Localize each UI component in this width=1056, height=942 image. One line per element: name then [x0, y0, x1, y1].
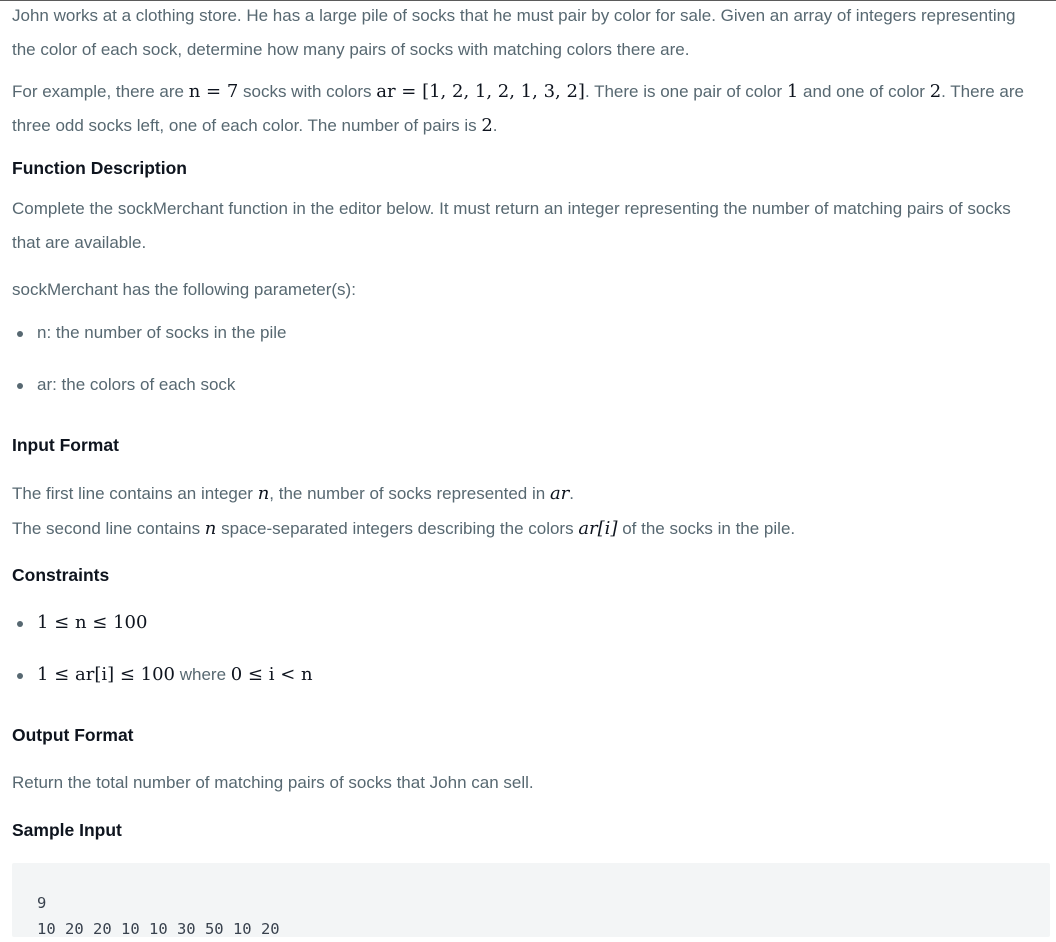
constraint-math: 1 ≤ ar[i] ≤ 100 — [37, 664, 175, 685]
input-format-line-2 — [12, 511, 1042, 546]
example-math-pairs: 2 — [481, 115, 493, 136]
input-line1-text-3: . — [569, 484, 575, 503]
input-line1-math-ar: ar — [549, 483, 570, 504]
example-text-6: . — [492, 116, 498, 135]
example-math-color2: 2 — [929, 81, 942, 102]
parameter-label: ar: the colors of each sock — [37, 375, 236, 394]
input-line2-text-1: The second line contains — [12, 519, 205, 538]
function-description-text: Complete the sockMerchant function in the editor below. It must return an integer representing the number of matching pairs of socks that are available. — [12, 199, 1011, 252]
example-paragraph — [12, 75, 1042, 143]
input-format-line-1 — [12, 476, 1042, 511]
input-line2-text-2: space-separated integers describing the colors — [216, 519, 579, 538]
input-line2-text-3: of the socks in the pile. — [617, 519, 796, 538]
example-text-2: socks with colors — [238, 82, 377, 101]
constraint-text: where — [175, 665, 231, 684]
input-line1-math-n: n — [257, 483, 270, 504]
example-text-3: . There is one pair of color — [584, 82, 787, 101]
parameters-intro: sockMerchant has the following parameter(s): — [12, 280, 356, 299]
sample-input-line-2: 10 20 20 10 10 30 50 10 20 — [37, 920, 280, 938]
output-format-heading: Output Format — [12, 725, 134, 745]
example-math-n: n = 7 — [188, 81, 239, 102]
input-line1-text-1: The first line contains an integer — [12, 484, 258, 503]
example-text-1: For example, there are — [12, 82, 189, 101]
output-format-text: Return the total number of matching pairs of socks that John can sell. — [12, 773, 534, 792]
constraint-item — [12, 611, 147, 635]
input-line1-text-2: , the number of socks represented in — [269, 484, 550, 503]
constraint-math: 1 ≤ n ≤ 100 — [37, 612, 148, 633]
sample-input-code-block — [12, 863, 1050, 937]
parameter-item-n — [12, 321, 286, 345]
input-format-text — [12, 476, 1042, 546]
example-math-color1: 1 — [786, 81, 799, 102]
example-math-ar: ar = [1, 2, 1, 2, 1, 3, 2] — [376, 81, 585, 102]
constraint-item — [12, 663, 313, 687]
input-format-heading: Input Format — [12, 435, 119, 455]
sample-input-heading: Sample Input — [12, 820, 122, 840]
sample-input-code — [37, 890, 280, 942]
function-description-heading: Function Description — [12, 158, 187, 178]
input-line2-math-ari: ar[i] — [578, 518, 618, 539]
example-text-5: . There are three odd socks left, one of each color. The number of pairs is — [12, 82, 1024, 135]
intro-paragraph: John works at a clothing store. He has a large pile of socks that he must pair by color for sale. Given an array of integers representing the color of each sock, determine how many pairs of socks with matching colors there are. — [12, 6, 1016, 59]
parameter-item-ar — [12, 373, 235, 397]
example-text-4: and one of color — [798, 82, 930, 101]
sample-input-line-1: 9 — [37, 894, 47, 912]
parameter-label: n: the number of socks in the pile — [37, 323, 287, 342]
constraint-math-index: 0 ≤ i < n — [230, 664, 313, 685]
input-line2-math-n: n — [204, 518, 217, 539]
constraints-heading: Constraints — [12, 565, 110, 585]
